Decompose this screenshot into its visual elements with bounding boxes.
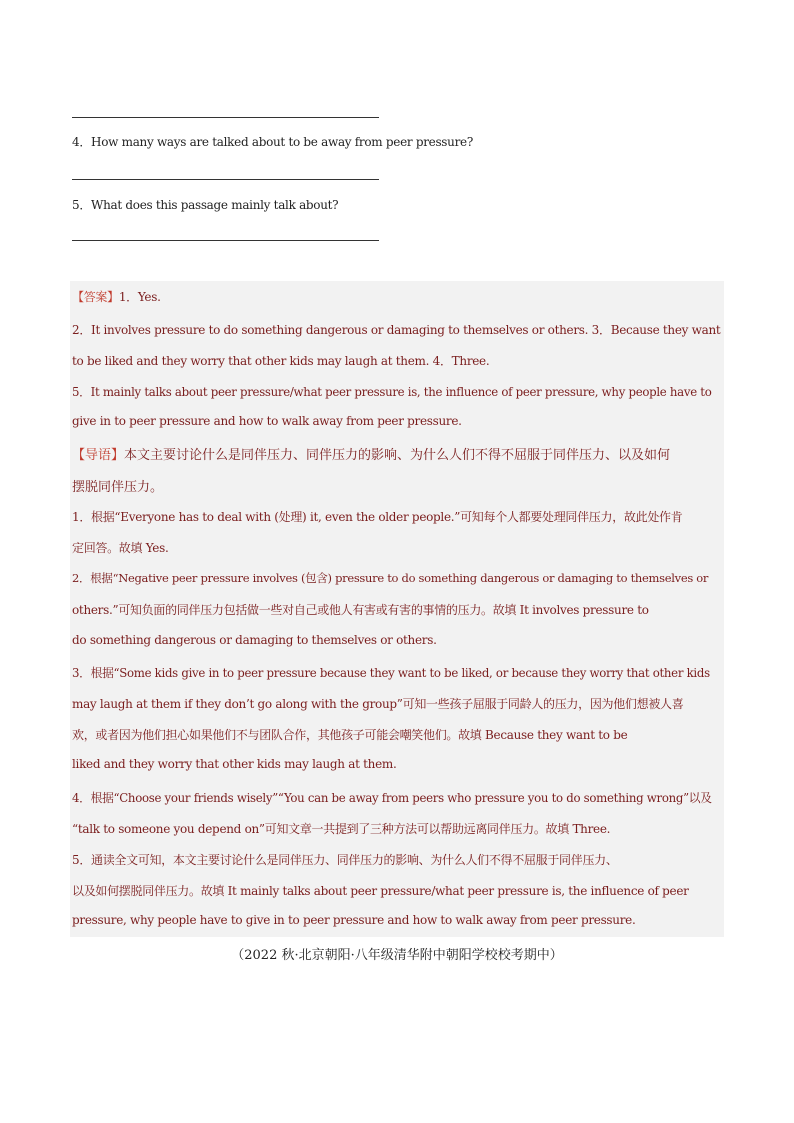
answer-line-1 (72, 288, 161, 305)
answer-line-5: give in to peer pressure and how to walk away from peer pressure. (72, 414, 462, 428)
guide-line-2: 摆脱同伴压力。 (72, 480, 164, 495)
explanation-5-line-1: 5．通读全文可知，本文主要讨论什么是同伴压力、同伴压力的影响、为什么人们不得不屈服于同伴压力、 (72, 853, 618, 867)
explanation-4-line-2: “talk to someone you depend on”可知文章一共提到了三种方法可以帮助远离同伴压力。故填 Three. (72, 822, 611, 836)
answer-line-3: to be liked and they worry that other kids may laugh at them. 4．Three. (72, 354, 490, 368)
explanation-2-line-1: 2．根据“Negative peer pressure involves (包含) pressure to do something dangerous or damaging to themselves or (72, 571, 709, 585)
explanation-4-line-1: 4．根据“Choose your friends wisely”“You can be away from peers who pressure you to do something wrong”以及 (72, 791, 712, 805)
question-5: 5．What does this passage mainly talk about? (72, 198, 339, 212)
explanation-2-line-3: do something dangerous or damaging to themselves or others. (72, 633, 437, 647)
explanation-3-line-1: 3．根据“Some kids give in to peer pressure because they want to be liked, or because they worry that other kids (72, 666, 710, 680)
explanation-1-line-2: 定回答。故填 Yes. (72, 541, 169, 555)
explanation-5-line-3: pressure, why people have to give in to peer pressure and how to walk away from peer pressure. (72, 913, 636, 927)
guide-tag: 【导语】 (72, 448, 125, 463)
question-4: 4．How many ways are talked about to be away from peer pressure? (72, 135, 473, 149)
explanation-2-line-2: others.”可知负面的同伴压力包括做一些对自己或他人有害或有害的事情的压力。故填 It involves pressure to (72, 603, 649, 617)
answer-line-4: 5．It mainly talks about peer pressure/what peer pressure is, the influence of peer pressure, why people have to (72, 385, 712, 399)
explanation-1-line-1: 1．根据“Everyone has to deal with (处理) it, even the older people.”可知每个人都要处理同伴压力，故此处作肯 (72, 510, 683, 524)
answer-text: 1．Yes. (118, 290, 161, 304)
answer-blank-line-4 (72, 179, 379, 180)
explanation-3-line-3: 欢，或者因为他们担心如果他们不与团队合作，其他孩子可能会嘲笑他们。故填 Because they want to be (72, 728, 628, 742)
explanation-5-line-2: 以及如何摆脱同伴压力。故填 It mainly talks about peer pressure/what peer pressure is, the influence of peer (72, 884, 689, 898)
answer-blank-line-3 (72, 117, 379, 118)
guide-line-1 (72, 444, 670, 463)
guide-text: 本文主要讨论什么是同伴压力、同伴压力的影响、为什么人们不得不屈服于同伴压力、以及如何 (124, 448, 671, 463)
source-citation: （2022 秋·北京朝阳·八年级清华附中朝阳学校校考期中） (231, 948, 563, 963)
explanation-3-line-4: liked and they worry that other kids may laugh at them. (72, 757, 397, 771)
answer-blank-line-5 (72, 240, 379, 241)
answer-tag: 【答案】 (72, 290, 119, 304)
answer-line-2: 2．It involves pressure to do something dangerous or damaging to themselves or others. 3．Because they want (72, 323, 721, 337)
explanation-3-line-2: may laugh at them if they don’t go along with the group”可知一些孩子屈服于同龄人的压力，因为他们想被人喜 (72, 697, 684, 711)
